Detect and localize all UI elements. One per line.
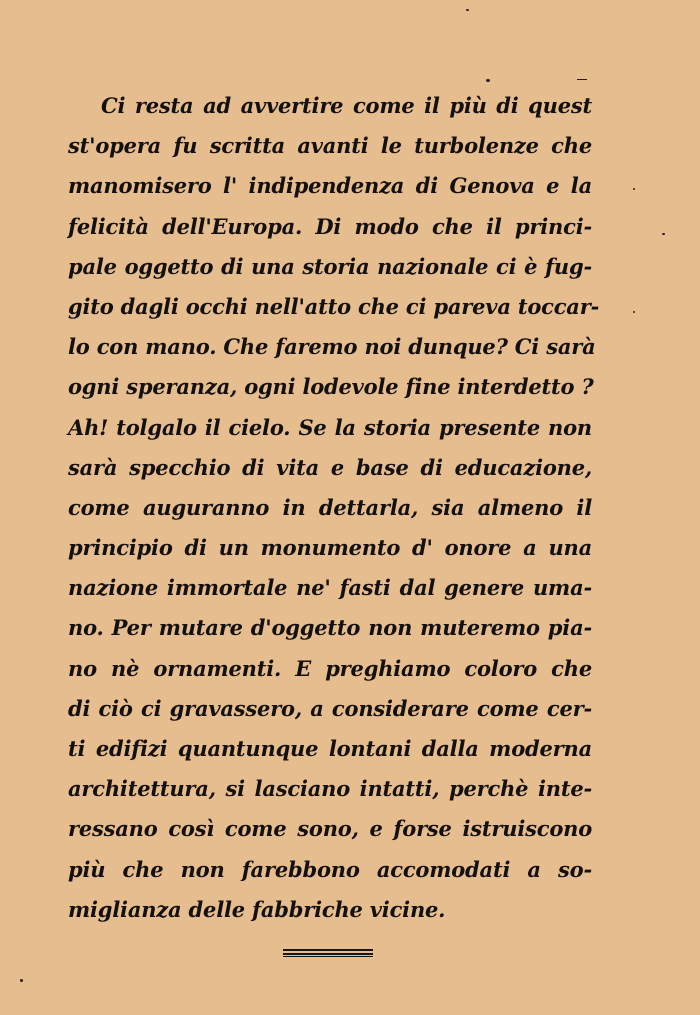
text-line: nazione immortale ne' fasti dal genere uma- [68,575,592,601]
text-line: principio di un monumento d' onore a una [68,535,592,561]
text-line: gito dagli occhi nell'atto che ci pareva toccar- [68,293,600,319]
ink-speck [486,79,490,82]
text-line: architettura, si lasciano intatti, perchè inte- [68,776,592,802]
ink-speck [662,233,665,235]
ink-speck [20,979,23,982]
ink-speck [633,311,635,313]
text-line: miglianza delle fabbriche vicine. [68,896,446,922]
rule-bar [283,956,373,957]
text-line: come auguranno in dettarla, sia almeno il [68,494,592,520]
text-line: di ciò ci gravassero, a considerare come cer- [68,695,592,721]
ornamental-rule [283,949,373,958]
text-line: ti edifizi quantunque lontani dalla moderna [68,736,592,761]
text-line: no. Per mutare d'oggetto non muteremo pia- [68,615,592,641]
text-line: st'opera fu scritta avanti le turbolenze che [68,133,592,159]
text-line: sarà specchio di vita e base di educazione, [68,454,592,480]
text-line: felicità dell'Europa. Di modo che il princi- [68,213,592,239]
text-line: no nè ornamenti. E preghiamo coloro che [68,655,592,681]
text-line: lo con mano. Che faremo noi dunque? Ci sarà [68,334,596,360]
ink-speck [466,9,469,11]
text-line: Ci resta ad avvertire come il più di quest [101,93,592,118]
text-line: pale oggetto di una storia nazionale ci è fug- [68,253,592,279]
text-line: Ah! tolgalo il cielo. Se la storia presente non [68,414,592,440]
ink-speck [633,188,635,190]
text-line: ressano così come sono, e forse istruiscono [68,816,592,842]
text-line: ogni speranza, ogni lodevole fine interdetto ? [68,374,594,400]
ink-speck [577,79,587,80]
rule-bar [283,949,373,951]
rule-bar [283,953,373,955]
text-line: manomisero l' indipendenza di Genova e la [68,173,592,199]
text-line: più che non farebbono accomodati a so- [68,856,592,882]
body-text [68,86,600,930]
